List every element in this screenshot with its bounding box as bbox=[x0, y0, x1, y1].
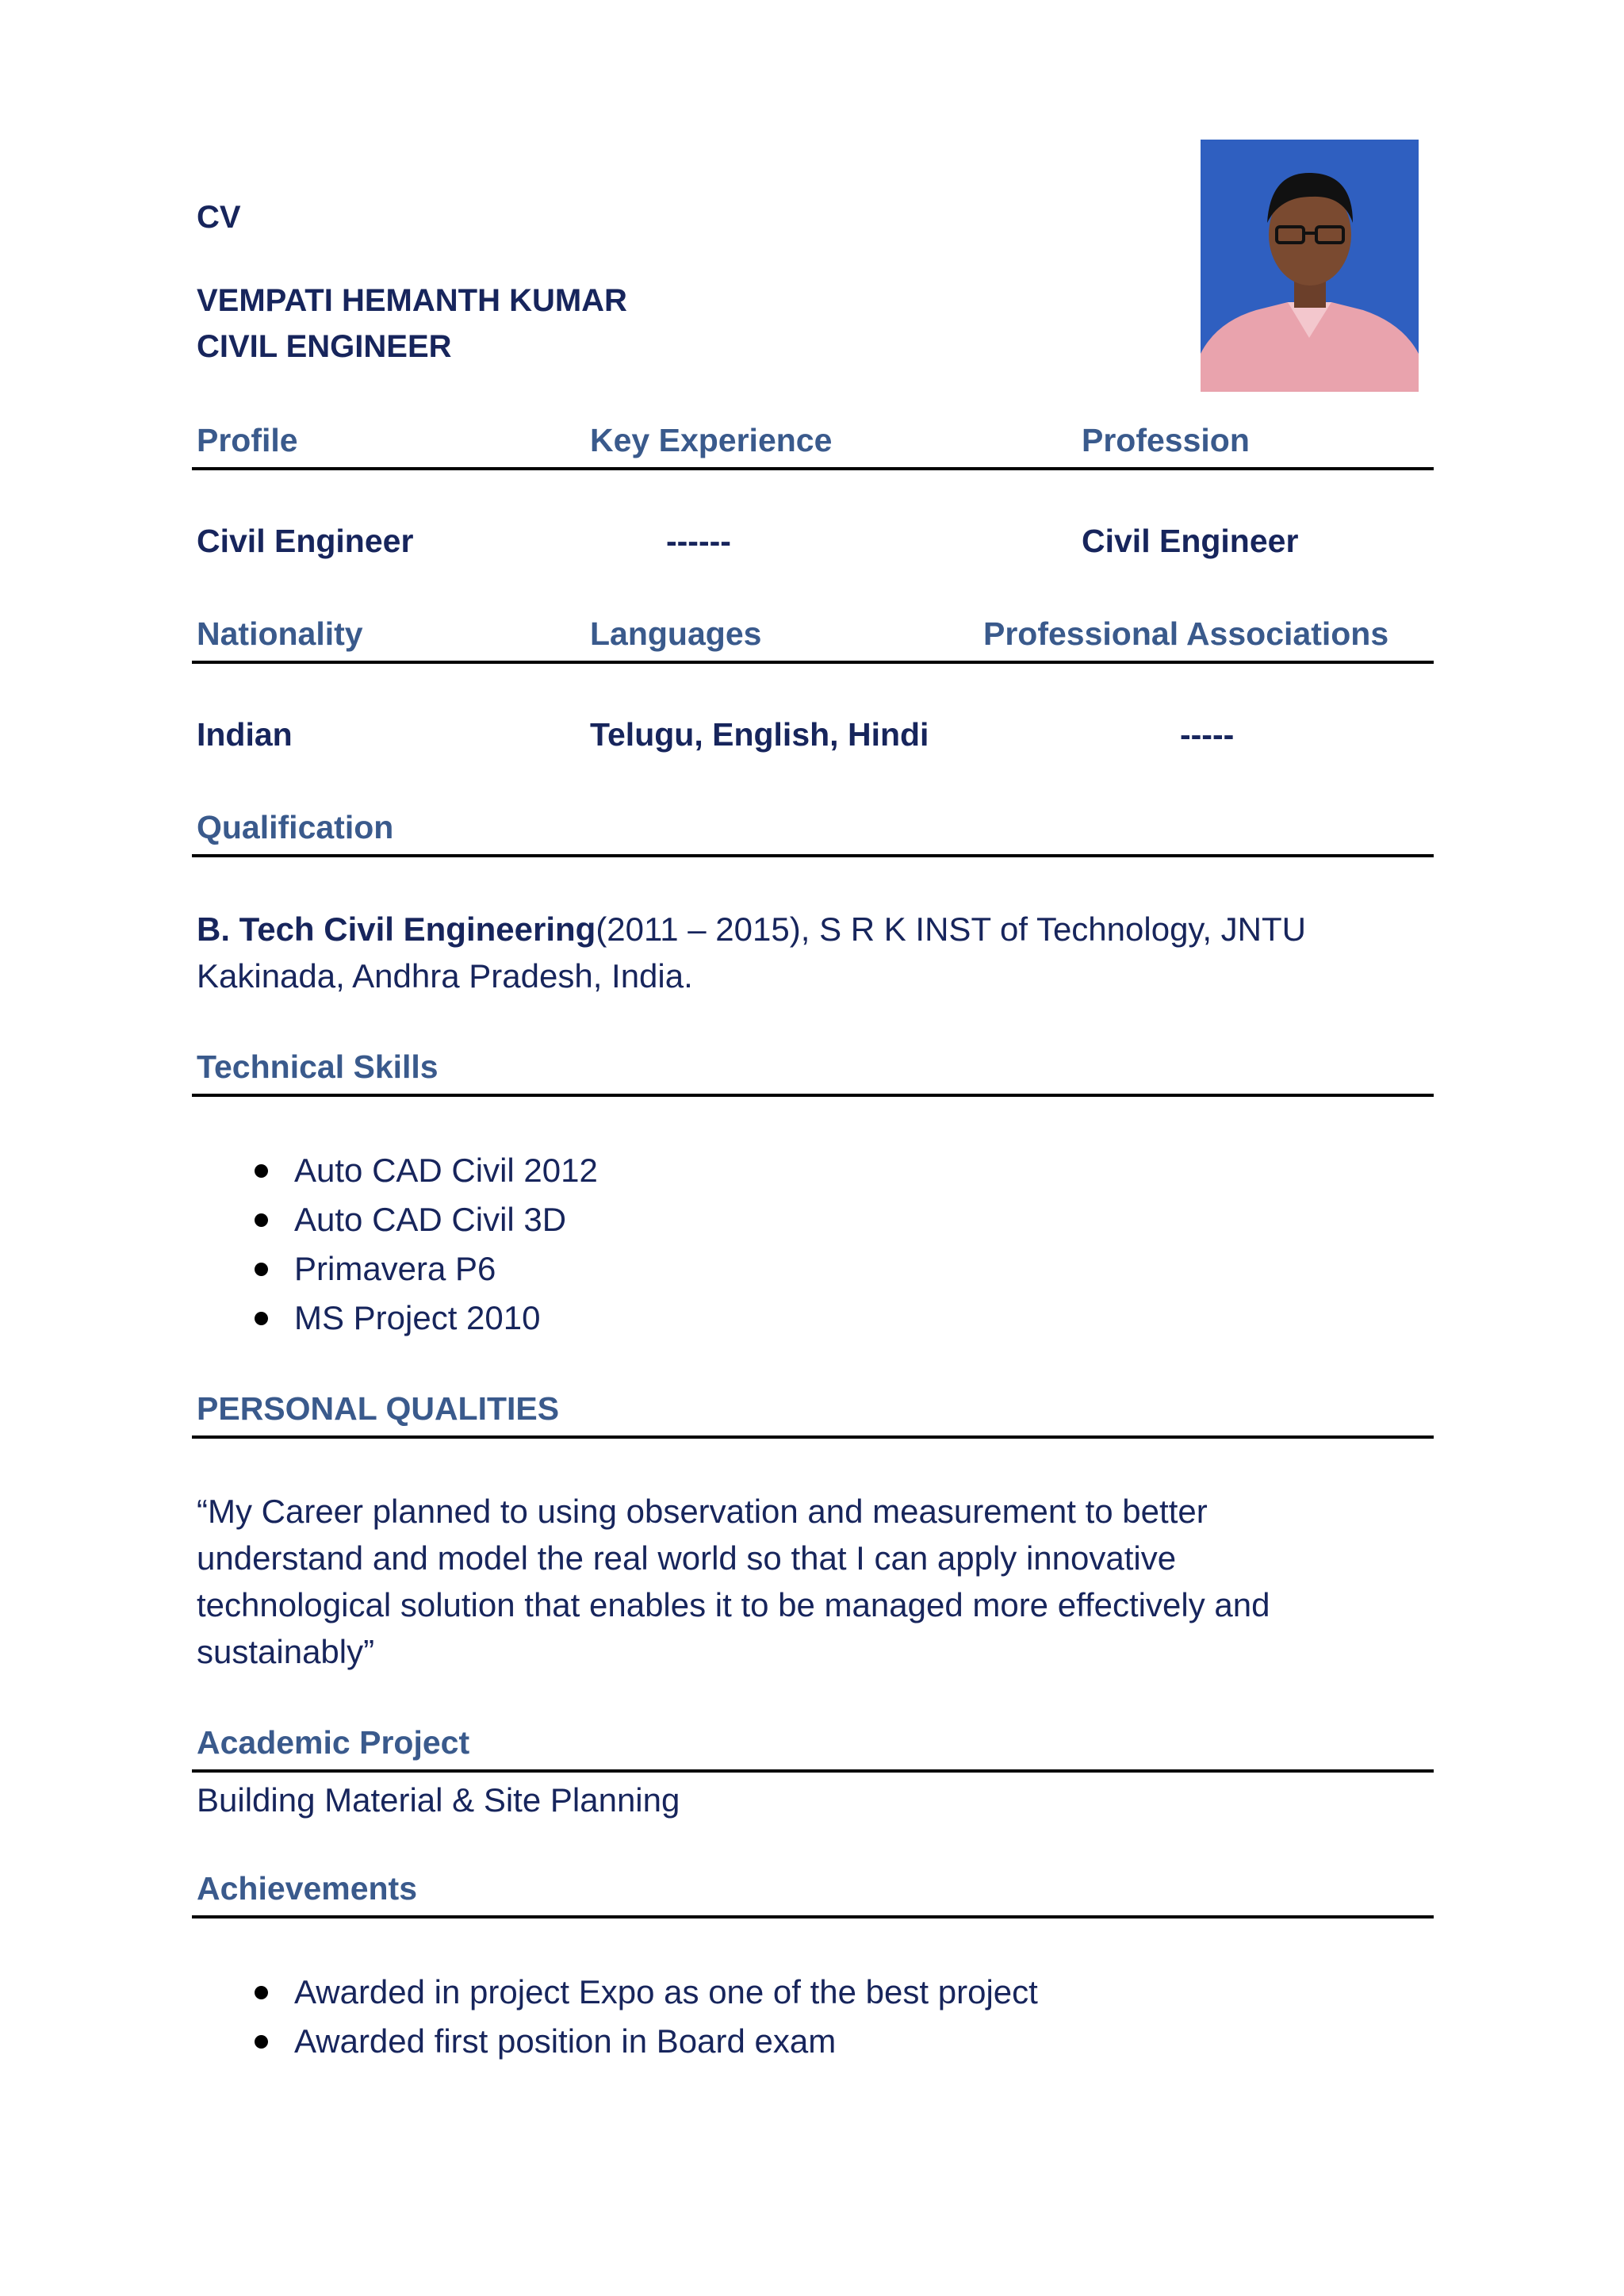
degree-name: B. Tech Civil Engineering bbox=[197, 910, 596, 948]
divider-technical-skills bbox=[192, 1094, 1434, 1097]
divider-row1 bbox=[192, 467, 1434, 470]
divider-achievements bbox=[192, 1915, 1434, 1918]
languages-value: Telugu, English, Hindi bbox=[590, 716, 929, 753]
divider-personal-qualities bbox=[192, 1435, 1434, 1439]
qualification-text bbox=[197, 906, 1434, 999]
key-experience-label: Key Experience bbox=[590, 422, 833, 458]
achievements-heading: Achievements bbox=[197, 1870, 418, 1907]
bullet-icon bbox=[255, 1164, 268, 1178]
qualification-heading: Qualification bbox=[197, 809, 394, 845]
academic-project-value: Building Material & Site Planning bbox=[197, 1781, 680, 1819]
list-item: Auto CAD Civil 2012 bbox=[197, 1146, 1386, 1195]
professional-associations-label: Professional Associations bbox=[983, 615, 1389, 652]
personal-qualities-heading: PERSONAL QUALITIES bbox=[197, 1390, 560, 1427]
degree-location: Kakinada, Andhra Pradesh, India. bbox=[197, 957, 693, 995]
bullet-icon bbox=[255, 1312, 268, 1325]
list-item: Auto CAD Civil 3D bbox=[197, 1195, 1386, 1244]
technical-skills-heading: Technical Skills bbox=[197, 1048, 439, 1085]
bullet-icon bbox=[255, 1213, 268, 1227]
nationality-label: Nationality bbox=[197, 615, 363, 652]
doc-label: CV bbox=[197, 200, 241, 235]
divider-row2 bbox=[192, 661, 1434, 664]
degree-details: (2011 – 2015), S R K INST of Technology, JNTU bbox=[596, 910, 1306, 948]
academic-project-heading: Academic Project bbox=[197, 1724, 470, 1761]
divider-qualification bbox=[192, 854, 1434, 857]
bullet-icon bbox=[255, 2035, 268, 2049]
profile-value: Civil Engineer bbox=[197, 523, 414, 559]
candidate-title: CIVIL ENGINEER bbox=[197, 329, 452, 364]
profile-label: Profile bbox=[197, 422, 298, 458]
nationality-value: Indian bbox=[197, 716, 293, 753]
list-item: Primavera P6 bbox=[197, 1244, 1386, 1294]
bullet-icon bbox=[255, 1986, 268, 1999]
personal-qualities-text: “My Career planned to using observation and measurement to better understand and model the real world so that I can apply innovative technological solution that enables it to be managed more effectively and sustainably” bbox=[197, 1493, 1270, 1670]
profile-photo bbox=[1201, 140, 1419, 392]
profession-label: Profession bbox=[1082, 422, 1250, 458]
list-item: MS Project 2010 bbox=[197, 1294, 1386, 1343]
technical-skills-list bbox=[197, 1146, 1386, 1343]
key-experience-value: ------ bbox=[666, 523, 731, 559]
professional-associations-value: ----- bbox=[1180, 716, 1235, 753]
person-portrait-icon bbox=[1201, 140, 1419, 392]
achievements-list bbox=[197, 1968, 1386, 2066]
bullet-icon bbox=[255, 1263, 268, 1276]
list-item: Awarded first position in Board exam bbox=[197, 2017, 1386, 2066]
candidate-name: VEMPATI HEMANTH KUMAR bbox=[197, 283, 627, 318]
languages-label: Languages bbox=[590, 615, 762, 652]
profession-value: Civil Engineer bbox=[1082, 523, 1299, 559]
list-item: Awarded in project Expo as one of the best project bbox=[197, 1968, 1386, 2017]
divider-academic-project bbox=[192, 1769, 1434, 1773]
